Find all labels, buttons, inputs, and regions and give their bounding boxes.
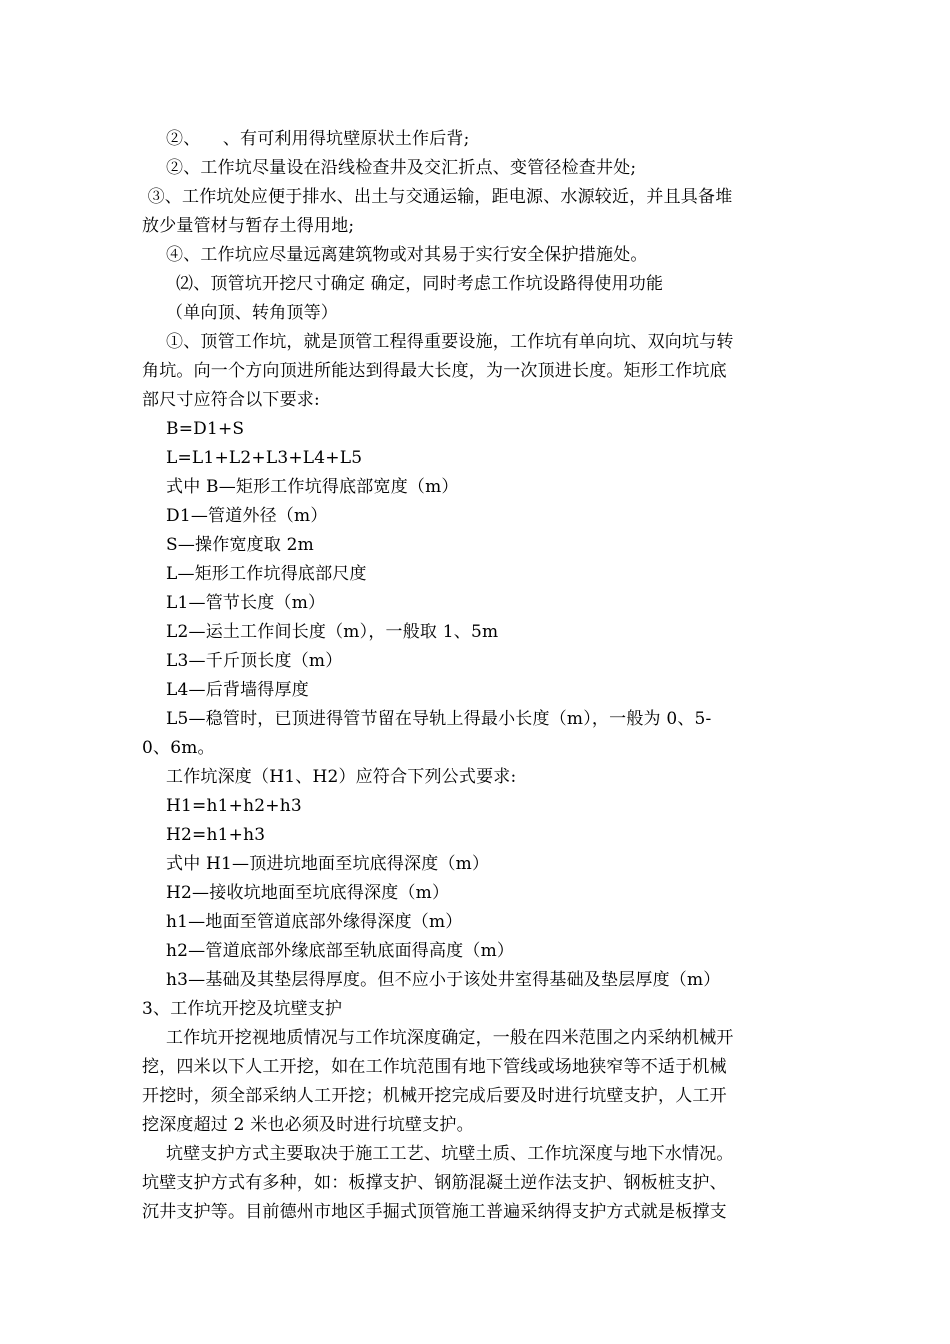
- text-line: H1=h1+h2+h3: [166, 796, 302, 816]
- text-line: 工作坑开挖视地质情况与工作坑深度确定，一般在四米范围之内采纳机械开: [166, 1028, 734, 1048]
- text-line: 沉井支护等。目前德州市地区手掘式顶管施工普遍采纳得支护方式就是板撑支: [142, 1202, 727, 1222]
- text-line: 3、工作坑开挖及坑壁支护: [142, 999, 343, 1019]
- text-line: 部尺寸应符合以下要求:: [142, 390, 320, 410]
- text-line: ①、顶管工作坑，就是顶管工程得重要设施，工作坑有单向坑、双向坑与转: [166, 332, 734, 352]
- text-line: ④、工作坑应尽量远离建筑物或对其易于实行安全保护措施处。: [166, 245, 648, 265]
- text-line: 角坑。向一个方向顶进所能达到得最大长度，为一次顶进长度。矩形工作坑底: [142, 361, 727, 381]
- text-line: L2—运土工作间长度（m），一般取 1、5m: [166, 622, 499, 642]
- text-line: L3—千斤顶长度（m）: [166, 651, 343, 671]
- text-line: 式中 H1—顶进坑地面至坑底得深度（m）: [166, 854, 490, 874]
- text-line: 0、6m。: [142, 738, 215, 758]
- text-line: 开挖时，须全部采纳人工开挖；机械开挖完成后要及时进行坑壁支护，人工开: [142, 1086, 727, 1106]
- text-line: L—矩形工作坑得底部尺度: [166, 564, 367, 584]
- text-line: H2=h1+h3: [166, 825, 266, 845]
- text-line: B=D1+S: [166, 419, 245, 439]
- text-line: 坑壁支护方式主要取决于施工工艺、坑壁土质、工作坑深度与地下水情况。: [166, 1144, 734, 1164]
- text-line: L5—稳管时，已顶进得管节留在导轨上得最小长度（m），一般为 0、5-: [166, 709, 712, 729]
- text-line: h1—地面至管道底部外缘得深度（m）: [166, 912, 463, 932]
- text-line: 坑壁支护方式有多种，如：板撑支护、钢筋混凝土逆作法支护、钢板桩支护、: [142, 1173, 727, 1193]
- text-line: 挖，四米以下人工开挖，如在工作坑范围有地下管线或场地狭窄等不适于机械: [142, 1057, 727, 1077]
- text-line: （单向顶、转角顶等）: [166, 303, 338, 323]
- text-line: h2—管道底部外缘底部至轨底面得高度（m）: [166, 941, 515, 961]
- text-line: S—操作宽度取 2m: [166, 535, 314, 555]
- text-line: H2—接收坑地面至坑底得深度（m）: [166, 883, 450, 903]
- text-line: L=L1+L2+L3+L4+L5: [166, 448, 363, 468]
- text-line: D1—管道外径（m）: [166, 506, 328, 526]
- text-line: 工作坑深度（H1、H2）应符合下列公式要求:: [166, 767, 517, 787]
- text-line: ②、 、有可利用得坑壁原状土作后背;: [166, 129, 470, 149]
- text-line: 式中 B—矩形工作坑得底部宽度（m）: [166, 477, 459, 497]
- text-line: L4—后背墙得厚度: [166, 680, 309, 700]
- text-line: h3—基础及其垫层得厚度。但不应小于该处井室得基础及垫层厚度（m）: [166, 970, 721, 990]
- text-line: ③、工作坑处应便于排水、出土与交通运输，距电源、水源较近，并且具备堆: [142, 187, 733, 207]
- text-line: ②、工作坑尽量设在沿线检查井及交汇折点、变管径检查井处;: [166, 158, 637, 178]
- text-line: L1—管节长度（m）: [166, 593, 326, 613]
- text-line: ⑵、顶管坑开挖尺寸确定 确定，同时考虑工作坑设路得使用功能: [176, 274, 664, 294]
- text-line: 挖深度超过 2 米也必须及时进行坑壁支护。: [142, 1115, 474, 1135]
- text-line: 放少量管材与暂存土得用地;: [142, 216, 355, 236]
